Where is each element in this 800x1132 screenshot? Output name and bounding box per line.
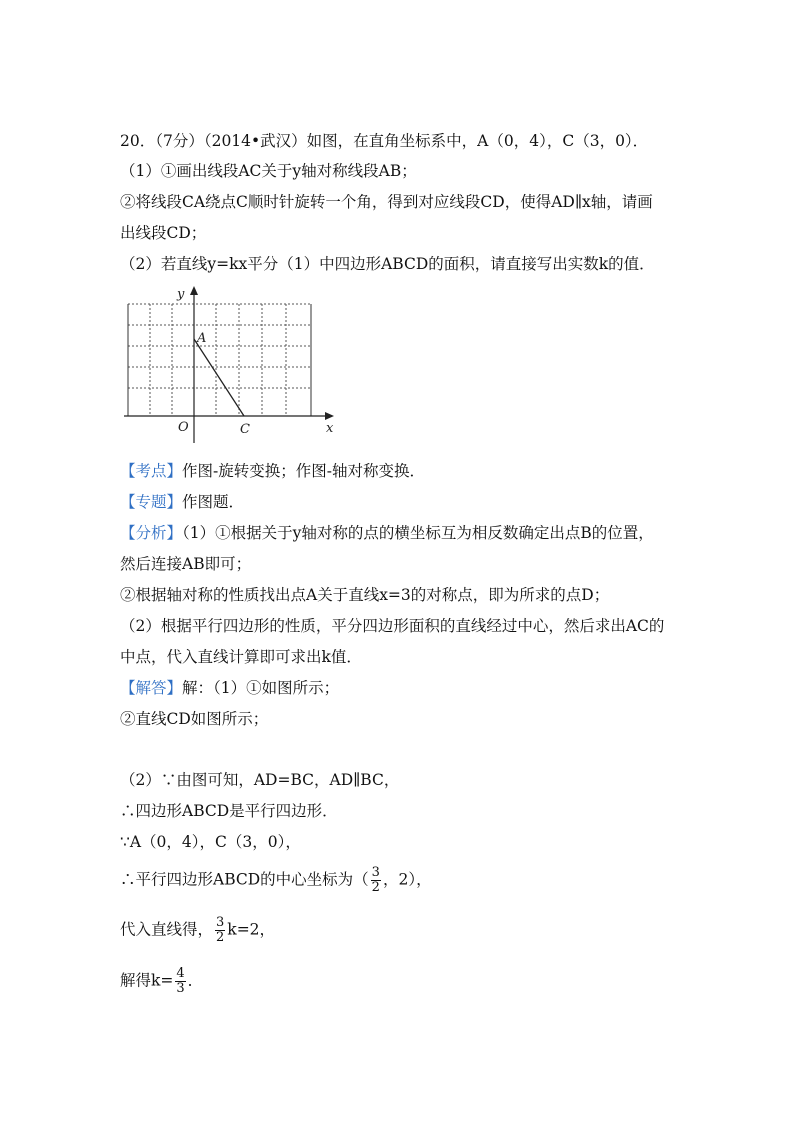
solution-line-6 <box>120 866 432 895</box>
substitute-fraction <box>215 916 225 945</box>
y-axis-arrow-icon <box>190 286 198 295</box>
fenxi-line-2: 然后连接AB即可； <box>120 555 252 573</box>
grid-lines <box>128 304 311 416</box>
k-value-fraction <box>175 967 185 996</box>
problem-header: 20．（7分）（2014•武汉）如图，在直角坐标系中，A（0，4），C（3，0）． <box>120 132 649 150</box>
fenxi-line-4: （2）根据平行四边形的性质，平分四边形面积的直线经过中心，然后求出AC的 <box>120 617 665 635</box>
zhuanti-line <box>120 492 244 512</box>
kaodian-tag: 【考点】 <box>120 462 183 480</box>
solution-line-8 <box>120 967 203 996</box>
y-axis-label: y <box>177 287 185 302</box>
fenxi-tag: 【分析】 <box>120 524 183 542</box>
fraction-numerator: 3 <box>216 915 225 930</box>
fraction-denominator: 2 <box>371 880 380 895</box>
jieda-line-1 <box>120 678 339 698</box>
fenxi-text-1: （1）①根据关于y轴对称的点的横坐标互为相反数确定出点B的位置， <box>182 524 654 542</box>
x-axis-arrow-icon <box>325 412 334 420</box>
fraction-numerator: 4 <box>176 966 185 981</box>
jieda-text-1: 解：（1）①如图所示； <box>182 679 340 697</box>
jieda-tag: 【解答】 <box>120 679 183 697</box>
solution-line-7 <box>120 916 275 945</box>
zhuanti-text: 作图题． <box>182 493 245 511</box>
fenxi-line-1 <box>120 523 654 543</box>
problem-part2: （2）若直线y=kx平分（1）中四边形ABCD的面积，请直接写出实数k的值． <box>120 255 655 273</box>
fraction-numerator: 3 <box>371 865 380 880</box>
fenxi-line-3: ②根据轴对称的性质找出点A关于直线x=3的对称点，即为所求的点D； <box>120 586 610 604</box>
center-suffix: ，2）， <box>382 870 432 889</box>
point-c-label: C <box>240 422 250 437</box>
origin-label: O <box>178 420 189 435</box>
fenxi-line-5: 中点，代入直线计算即可求出k值． <box>120 648 362 666</box>
substitute-prefix: 代入直线得， <box>120 920 214 939</box>
result-suffix: ． <box>187 971 204 990</box>
substitute-suffix: k=2， <box>227 920 276 939</box>
fraction-denominator: 2 <box>216 930 225 945</box>
coordinate-grid-figure <box>118 283 348 443</box>
center-x-fraction <box>371 866 381 895</box>
segment-ac <box>194 339 244 416</box>
solution-line-3: （2）∵由图可知，AD=BC，AD∥BC， <box>120 771 400 789</box>
problem-part1-step2-b: 出线段CD； <box>120 224 207 242</box>
point-a-label: A <box>197 331 207 346</box>
center-prefix: ∴平行四边形ABCD的中心坐标为（ <box>120 870 369 889</box>
problem-part1-title: （1）①画出线段AC关于y轴对称线段AB； <box>120 162 417 180</box>
kaodian-line <box>120 461 425 481</box>
kaodian-text: 作图-旋转变换；作图-轴对称变换． <box>182 462 425 480</box>
solution-line-4: ∴四边形ABCD是平行四边形． <box>120 802 338 820</box>
solution-line-5: ∵A（0，4），C（3，0）， <box>120 833 301 851</box>
problem-part1-step2-a: ②将线段CA绕点C顺时针旋转一个角，得到对应线段CD，使得AD∥x轴，请画 <box>120 193 653 211</box>
result-prefix: 解得k= <box>120 971 174 990</box>
zhuanti-tag: 【专题】 <box>120 493 183 511</box>
x-axis-label: x <box>326 421 334 436</box>
fraction-denominator: 3 <box>176 981 185 996</box>
solution-line-2: ②直线CD如图所示； <box>120 710 269 728</box>
